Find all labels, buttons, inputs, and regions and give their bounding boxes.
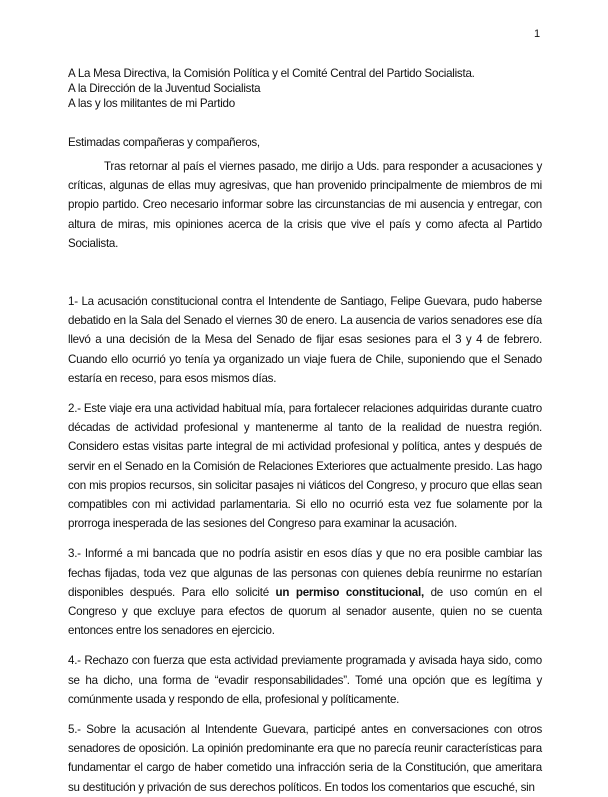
intro-paragraph: Tras retornar al país el viernes pasado, me dirijo a Uds. para responder a acusaciones y críticas, algunas de ellas muy agresivas, que han provenido principalmente de miembros de mi propio partido. Creo necesario informar sobre las circunstancias de mi ausencia y entregar, con altura de miras, mis opiniones acerca de la crisis que vive el país y como afecta al Partido Socialista. bbox=[68, 160, 542, 250]
addressee-line: A La Mesa Directiva, la Comisión Política y el Comité Central del Partido Socialista. bbox=[68, 67, 475, 80]
point-5-paragraph: 5.- Sobre la acusación al Intendente Guevara, participé antes en conversaciones con otros senadores de oposición. La opinión predominante era que no parecía reunir características para fundamentar el cargo de haber cometido una infracción seria de la Constitución, que ameritara su destitución y privación de sus derechos políticos. En todos los comentarios que escuché, sin bbox=[68, 723, 542, 794]
point-2-paragraph: 2.- Este viaje era una actividad habitual mía, para fortalecer relaciones adquiridas durante cuatro décadas de actividad profesional y mantenerme al tanto de la realidad de nuestra región. Considero estas visitas parte integral de mi actividad profesional y política, antes y después de servir en el Senado en la Comisión de Relaciones Exteriores que actualmente presido. Las hago con mis propios recursos, sin solicitar pasajes ni viáticos del Congreso, y procuro que ellas sean compatibles con mi actividad parlamentaria. Si ello no ocurrió esta vez fue solamente por la prorroga inesperada de las sesiones del Congreso para examinar la acusación. bbox=[68, 402, 542, 531]
point-3-text-after: de uso común en el Congreso y que excluye para efectos de quorum al senador ausente, quien no se cuenta entonces entre los senadores en ejercicio. bbox=[68, 585, 542, 638]
point-3-text-before: 3.- Informé a mi bancada que no podría asistir en esos días y que no era posible cambiar las fechas fijadas, toda vez que algunas de las personas con quienes debía reunirme no estarían disponibles después. Para ello solicité bbox=[68, 547, 542, 599]
addressee-line: A la Dirección de la Juventud Socialista bbox=[68, 82, 261, 95]
letter-body bbox=[68, 66, 542, 797]
point-1-paragraph: 1- La acusación constitucional contra el Intendente de Santiago, Felipe Guevara, pudo haberse debatido en la Sala del Senado el viernes 30 de enero. La ausencia de varios senadores ese día llevó a una decisión de la Mesa del Senado de fijar esas sesiones para el 3 y 4 de febrero. Cuando ello ocurrió yo tenía ya organizado un viaje fuera de Chile, suponiendo que el Senado estaría en receso, para esos mismos días. bbox=[68, 295, 542, 385]
point-3-paragraph bbox=[68, 544, 542, 640]
addressee-line: A las y los militantes de mi Partido bbox=[68, 97, 235, 110]
salutation: Estimadas compañeras y compañeros, bbox=[68, 136, 260, 149]
page-number: 1 bbox=[534, 28, 541, 40]
point-3-bold-phrase: un permiso constitucional, bbox=[275, 585, 424, 599]
point-4-paragraph: 4.- Rechazo con fuerza que esta actividad previamente programada y avisada haya sido, como se ha dicho, una forma de “evadir responsabilidades”. Tomé una opción que es legítima y comúnmente usada y respondo de ella, profesional y políticamente. bbox=[68, 654, 542, 706]
